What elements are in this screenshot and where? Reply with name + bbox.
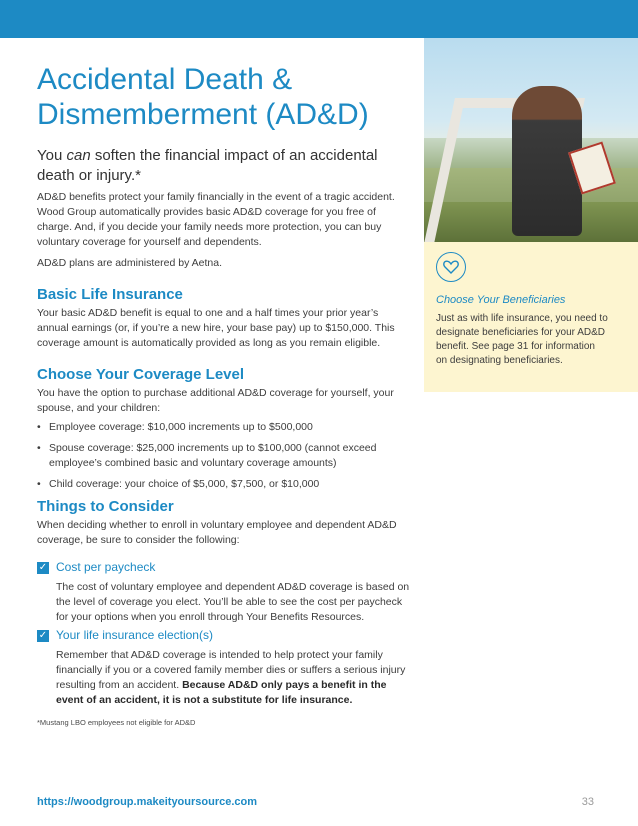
intro-text: [37, 146, 407, 186]
beneficiaries-callout: [424, 242, 638, 392]
checkmark-icon: ✓: [38, 562, 48, 573]
intro-before: You: [37, 147, 67, 164]
list-item: • Child coverage: your choice of $5,000, $7,500, or $10,000: [37, 477, 409, 492]
life-insurance-election-text: [56, 648, 410, 708]
checkmark-icon: ✓: [38, 630, 48, 641]
election-bold-text: Because AD&D only pays a benefit in the event of an accident, it is not a substitute for life insurance.: [56, 679, 387, 706]
things-to-consider-heading: Things to Consider: [37, 498, 174, 515]
coverage-bullet-list: [37, 420, 409, 498]
heart-icon: [436, 252, 466, 282]
cost-per-paycheck-label: Cost per paycheck: [56, 560, 156, 574]
title-line-2: Dismemberment (AD&D): [37, 98, 369, 131]
title-line-1: Accidental Death &: [37, 63, 293, 96]
overview-paragraph: AD&D benefits protect your family financially in the event of a tragic accident. Wood Group automatically provides basic AD&D coverage for you free of charge. And, if you decide your family needs more protection, you can buy voluntary coverage for yourself and dependents.: [37, 191, 395, 248]
things-to-consider-text: When deciding whether to enroll in voluntary employee and dependent AD&D coverage, be sure to consider the following:: [37, 519, 397, 546]
top-banner: [0, 0, 638, 38]
coverage-level-text: You have the option to purchase additional AD&D coverage for yourself, your spouse, and your children:: [37, 387, 394, 414]
coverage-level-heading: Choose Your Coverage Level: [37, 366, 245, 383]
list-item: • Spouse coverage: $25,000 increments up to $100,000 (cannot exceed employee’s combined basic and voluntary coverage amounts): [37, 441, 409, 471]
callout-text: Just as with life insurance, you need to designate beneficiaries for your AD&D benefit. See page 31 for information on designating beneficiaries.: [436, 313, 608, 366]
intro-emphasis: can: [66, 147, 91, 164]
election-text: Remember that AD&D coverage is intended to help protect your family financially if you or a covered family member dies or suffers a serious injury resulting from an accident.: [56, 649, 406, 691]
life-insurance-election-label: Your life insurance election(s): [56, 628, 213, 642]
administrator-paragraph: AD&D plans are administered by Aetna.: [37, 257, 223, 269]
basic-life-text: Your basic AD&D benefit is equal to one and a half times your prior year’s annual earnings (or, if you’re a new hire, your base pay) up to $150,000. This coverage amount is automatically provided as long as you remain eligible.: [37, 307, 395, 349]
callout-title: Choose Your Beneficiaries: [436, 294, 566, 306]
cost-per-paycheck-text: The cost of voluntary employee and dependent AD&D coverage is based on the level of coverage you elect. You’ll be able to see the cost per paycheck for your options when you enroll through Your Benefits Resources.: [56, 581, 410, 623]
website-link[interactable]: https://woodgroup.makeityoursource.com: [37, 796, 258, 808]
page-number: 33: [581, 796, 594, 808]
page-title: [37, 62, 369, 132]
basic-life-heading: Basic Life Insurance: [37, 286, 183, 303]
woman-reading-photo: [424, 38, 638, 242]
footnote: *Mustang LBO employees not eligible for AD&D: [37, 718, 196, 727]
intro-after: soften the financial impact of an accidental death or injury.*: [37, 147, 378, 184]
list-item: • Employee coverage: $10,000 increments up to $500,000: [37, 420, 409, 435]
